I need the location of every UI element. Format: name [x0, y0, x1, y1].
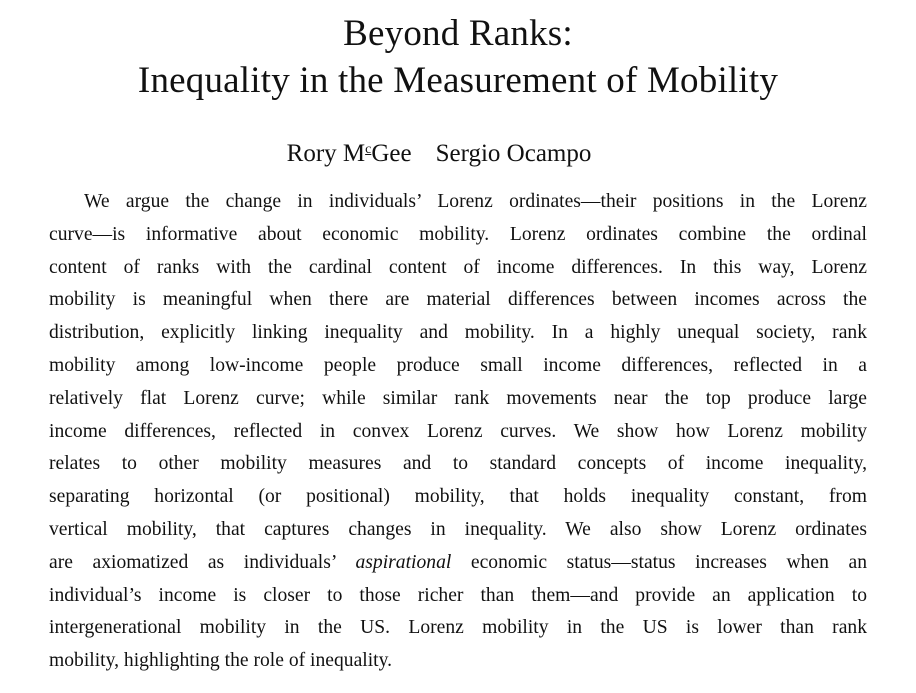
abstract-line: individual’s income is closer to those richer than them—and provide an application to: [49, 584, 867, 606]
abstract-line: separating horizontal (or positional) mobility, that holds inequality constant, from: [49, 486, 867, 508]
paper-title-line-2: Inequality in the Measurement of Mobility: [137, 60, 779, 101]
abstract: [49, 186, 867, 678]
abstract-text: are axiomatized as individuals’: [49, 551, 356, 573]
abstract-line: vertical mobility, that captures changes in inequality. We also show Lorenz ordinates: [49, 518, 867, 540]
abstract-line: mobility among low-income people produce small income differences, reflected in a: [49, 354, 867, 376]
abstract-line: intergenerational mobility in the US. Lorenz mobility in the US is lower than rank: [49, 617, 867, 639]
abstract-line: income differences, reflected in convex Lorenz curves. We show how Lorenz mobility: [49, 420, 867, 442]
author-name-superscript: c: [365, 142, 372, 157]
abstract-line: curve—is informative about economic mobility. Lorenz ordinates combine the ordinal: [49, 223, 867, 245]
author-name-mcgee: [287, 140, 412, 167]
abstract-line: mobility, highlighting the role of inequality.: [49, 650, 393, 672]
author-name-ocampo: Sergio Ocampo: [435, 140, 592, 167]
abstract-line: mobility is meaningful when there are material differences between incomes across the: [49, 289, 867, 311]
abstract-line: We argue the change in individuals’ Lorenz ordinates—their positions in the Lorenz: [84, 191, 867, 212]
abstract-line: relates to other mobility measures and to standard concepts of income inequality,: [49, 453, 867, 475]
abstract-line: content of ranks with the cardinal content of income differences. In this way, Lorenz: [49, 256, 867, 278]
author-name-prefix: Rory M: [286, 140, 366, 167]
abstract-line: relatively flat Lorenz curve; while similar rank movements near the top produce large: [49, 387, 867, 409]
abstract-line: distribution, explicitly linking inequality and mobility. In a highly unequal society, rank: [49, 322, 867, 344]
abstract-text: economic status—status increases when an: [451, 551, 868, 573]
author-list: [0, 138, 878, 170]
author-name-suffix: Gee: [371, 140, 412, 167]
abstract-line-with-emphasis: [49, 547, 867, 580]
abstract-emphasis: aspirational: [355, 551, 452, 573]
paper-title-line-1: Beyond Ranks:: [343, 13, 573, 54]
